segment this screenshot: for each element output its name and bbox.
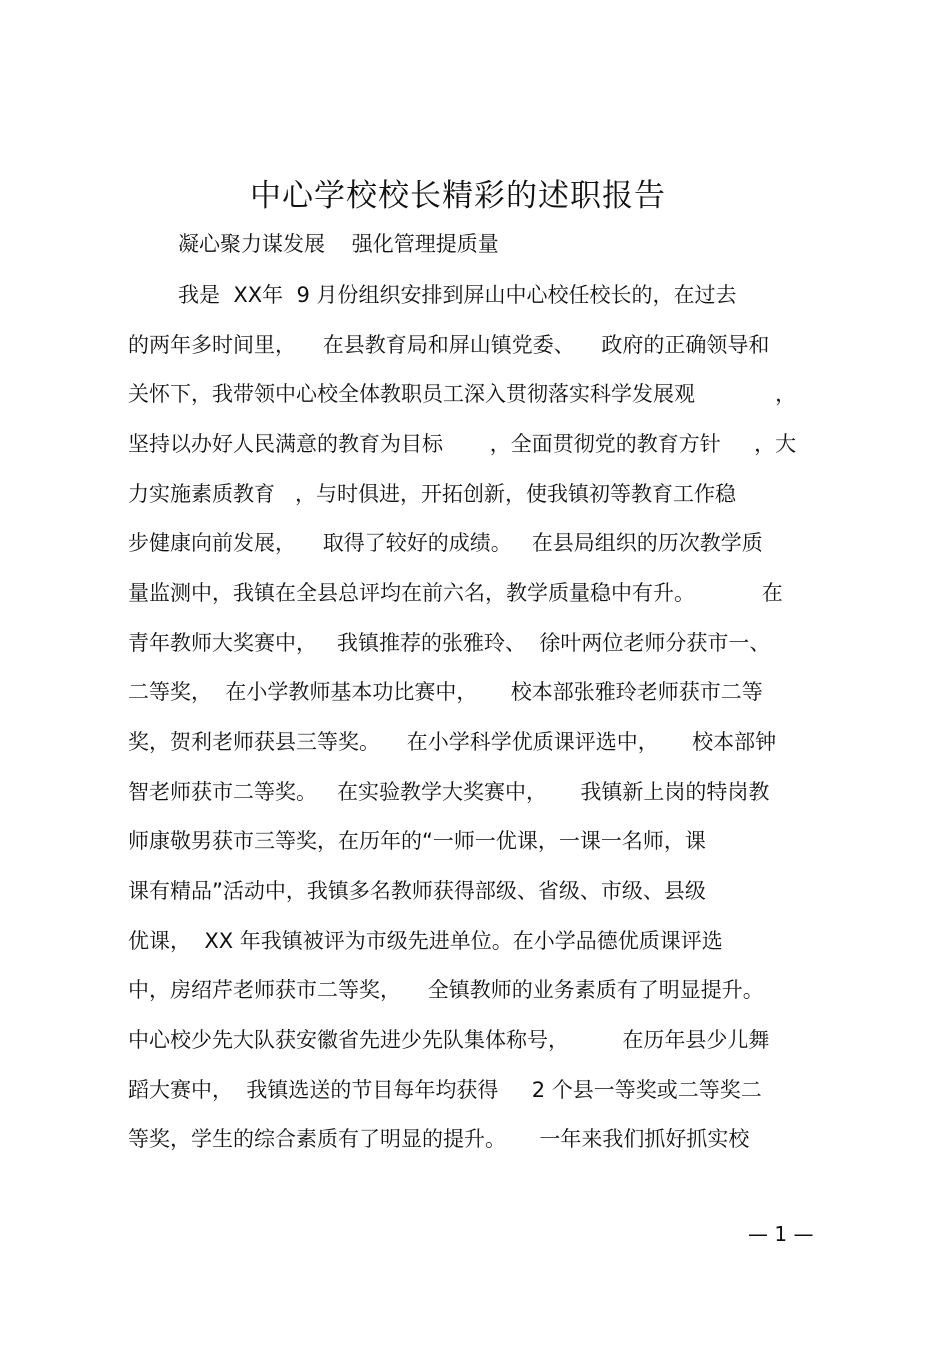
body-line: 课有精品”活动中，我镇多名教师获得部级、省级、市级、县级	[128, 879, 706, 903]
body-line: 奖，贺利老师获县三等奖。 在小学科学优质课评选中， 校本部钟	[128, 730, 777, 754]
body-line: 步健康向前发展， 取得了较好的成绩。 在县局组织的历次教学质	[128, 531, 763, 555]
body-line: 我是 XX年 9 月份组织安排到屏山中心校任校长的，在过去	[178, 283, 737, 307]
body-line: 师康敬男获市三等奖，在历年的“一师一优课，一课一名师，课	[128, 829, 706, 853]
body-line: 等奖，学生的综合素质有了明显的提升。 一年来我们抓好抓实校	[128, 1127, 750, 1151]
document-title: 中心学校校长精彩的述职报告	[250, 178, 666, 214]
body-line: 蹈大赛中， 我镇选送的节目每年均获得 2 个县一等奖或二等奖二	[128, 1078, 762, 1102]
body-line: 的两年多时间里， 在县教育局和屏山镇党委、 政府的正确领导和	[128, 333, 770, 357]
body-line: 中，房绍芹老师获市二等奖， 全镇教师的业务素质有了明显提升。	[128, 978, 764, 1002]
body-line: 中心校少先大队获安徽省先进少先队集体称号， 在历年县少儿舞	[128, 1028, 770, 1052]
body-line: 优课， XX 年我镇被评为市级先进单位。在小学品德优质课评选	[128, 929, 723, 953]
page-number: — 1 —	[748, 1222, 814, 1246]
body-line: 力实施素质教育 ，与时俱进，开拓创新，使我镇初等教育工作稳	[128, 482, 737, 506]
body-line: 智老师获市二等奖。 在实验教学大奖赛中， 我镇新上岗的特岗教	[128, 780, 770, 804]
document-subtitle: 凝心聚力谋发展 强化管理提质量	[178, 232, 499, 256]
body-line: 二等奖， 在小学教师基本功比赛中， 校本部张雅玲老师获市二等	[128, 680, 763, 704]
body-line: 青年教师大奖赛中， 我镇推荐的张雅玲、 徐叶两位老师分获市一、	[128, 631, 771, 655]
body-line: 关怀下，我带领中心校全体教职员工深入贯彻落实科学发展观 ，	[128, 382, 797, 406]
body-line: 量监测中，我镇在全县总评均在前六名，教学质量稳中有升。 在	[128, 581, 783, 605]
body-line: 坚持以办好人民满意的教育为目标 ，全面贯彻党的教育方针 ，大	[128, 432, 797, 456]
